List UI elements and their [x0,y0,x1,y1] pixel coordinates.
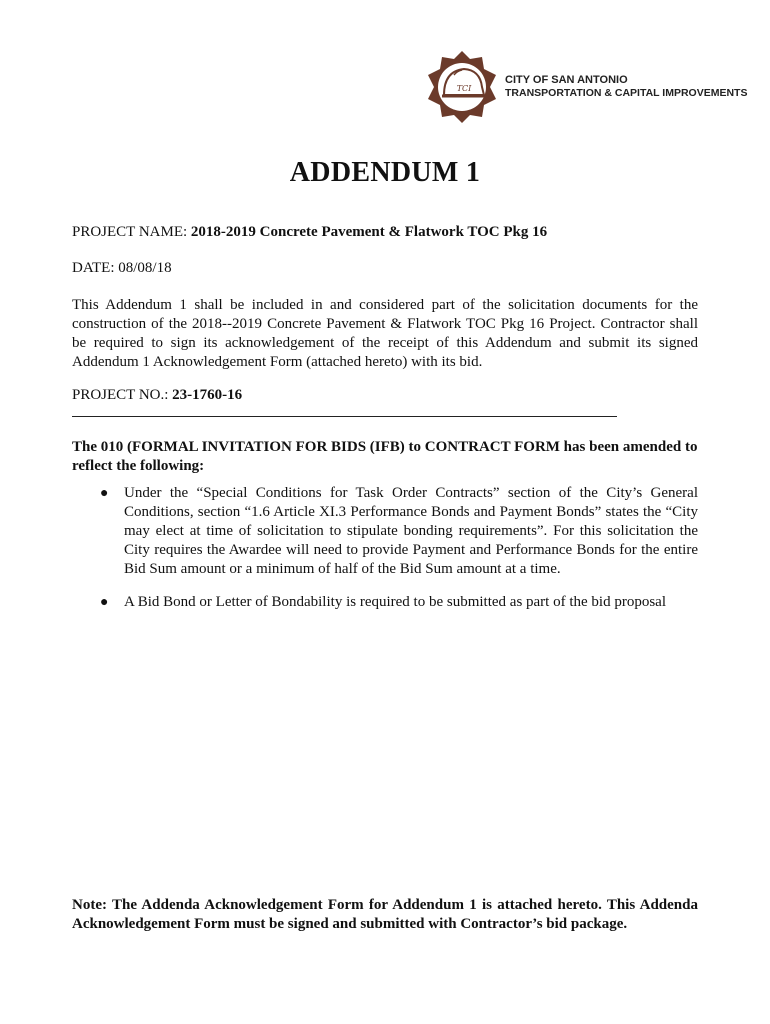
project-no-label: PROJECT NO.: [72,387,173,403]
project-no-value: 23-1760-16 [172,387,243,403]
list-item [72,484,698,579]
project-no-line [72,386,242,405]
divider [72,416,617,417]
project-name-line [72,223,547,242]
list-item-text: Under the “Special Conditions for Task Order Contracts” section of the City’s General Conditions, section “1.6 Article XI.3 Performance Bonds and Payment Bonds” states the “City may elect at time of solicitation to stipulate bonding requirements”. For this solicitation the City requires the Awardee will need to provide Payment and Performance Bonds for the entire Bid Sum amount or a minimum of half of the Bid Sum amount at a time. [124,485,698,577]
project-name-label: PROJECT NAME: [72,224,191,240]
city-logo [424,48,747,126]
date-label: DATE: [72,260,119,276]
project-name-value: 2018-2019 Concrete Pavement & Flatwork TOC Pkg 16 [190,224,548,240]
date-line [72,259,172,278]
page-title: ADDENDUM 1 [289,157,481,188]
tci-seal-icon [424,49,500,125]
bullet-icon: ● [100,595,109,610]
logo-text [505,74,747,100]
list-item-text: A Bid Bond or Letter of Bondability is required to be submitted as part of the bid proposal [124,594,666,610]
bullet-icon: ● [100,486,109,501]
logo-badge-text: TCI [456,84,472,93]
intro-paragraph: This Addendum 1 shall be included in and considered part of the solicitation documents for the construction of the 2018--2019 Concrete Pavement & Flatwork TOC Pkg 16 Project. Contractor shall be required to sign its acknowledgement of the receipt of this Addendum and submit its signed Addendum 1 Acknowledgement Form (attached hereto) with its bid. [72,297,698,370]
date-value: 08/08/18 [118,260,172,276]
logo-department-name: TRANSPORTATION & CAPITAL IMPROVEMENTS [505,87,748,99]
footer-note: Note: The Addenda Acknowledgement Form for Addendum 1 is attached hereto. This Addenda Acknowledgement Form must be signed and submitted with Contractor’s bid package. [72,897,698,932]
amendment-heading: The 010 (FORMAL INVITATION FOR BIDS (IFB) to CONTRACT FORM has been amended to reflect the following: [72,439,698,474]
list-item [72,593,698,612]
logo-city-name: CITY OF SAN ANTONIO [505,74,628,86]
